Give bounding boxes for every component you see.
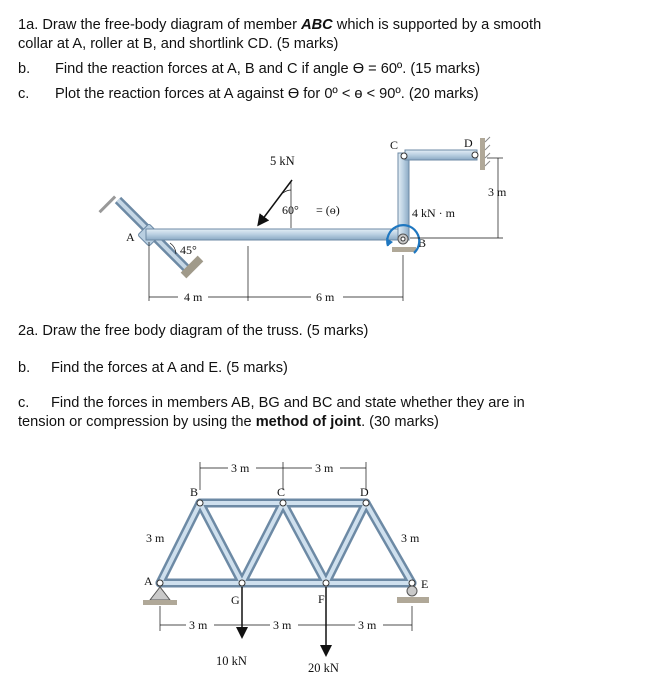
q1b-text: Find the reaction forces at A, B and C if angle ϴ = 60º. (15 marks): [55, 61, 481, 77]
fig2-top-dim-1: 3 m: [231, 461, 250, 475]
q1b-label: b.: [18, 61, 31, 77]
fig1-label-C: C: [390, 138, 399, 152]
fig2-bot-dim-3: 3 m: [358, 618, 377, 632]
q2b-text: Find the forces at A and E. (5 marks): [51, 360, 288, 376]
fig1-angle-60: 60°: [282, 203, 299, 217]
fig2-right-dim: 3 m: [401, 531, 420, 545]
fig1-label-A: A: [126, 230, 135, 244]
fig2-label-F: F: [318, 592, 325, 606]
fig1-label-B: B: [418, 236, 427, 250]
fig2-label-E: E: [421, 577, 429, 591]
fig2-label-C: C: [277, 485, 286, 499]
fig2-label-D: D: [360, 485, 369, 499]
q2c-label: c.: [18, 395, 30, 411]
fig2-label-B: B: [190, 485, 199, 499]
fig1-angle-45: 45°: [180, 243, 197, 257]
q1a-line1: 1a. Draw the free-body diagram of member ABC which is supported by a smooth: [18, 17, 542, 33]
fig2-top-dim-2: 3 m: [315, 461, 334, 475]
fig2-label-G: G: [231, 593, 240, 607]
fig1-dim-4m: 4 m: [184, 290, 203, 304]
fig2-left-dim: 3 m: [146, 531, 165, 545]
fig1-moment: 4 kN · m: [412, 206, 455, 220]
q2c-line1: Find the forces in members AB, BG and BC and state whether they are in: [51, 395, 525, 411]
pin-support-A: [150, 587, 170, 600]
fig1-dim-3m: 3 m: [488, 185, 507, 199]
q2a-text: 2a. Draw the free body diagram of the truss. (5 marks): [18, 323, 369, 339]
fig2-bot-dim-1: 3 m: [189, 618, 208, 632]
q1c-text: Plot the reaction forces at A against ϴ for 0º < ɵ < 90º. (20 marks): [55, 86, 479, 102]
roller-support-E: [407, 586, 417, 596]
fig2-label-A: A: [144, 574, 153, 588]
fig2-load-F: 20 kN: [308, 661, 339, 675]
fig2-bot-dim-2: 3 m: [273, 618, 292, 632]
fig1-load: 5 kN: [270, 154, 295, 168]
q2b-label: b.: [18, 360, 31, 376]
q2c-line2: tension or compression by using the method of joint. (30 marks): [18, 414, 439, 430]
fig1-dim-6m: 6 m: [316, 290, 335, 304]
q1a-line2: collar at A, roller at B, and shortlink CD. (5 marks): [18, 36, 339, 52]
fig1-label-D: D: [464, 136, 473, 150]
q1c-label: c.: [18, 86, 30, 102]
fig1-theta: = (ɵ): [316, 203, 340, 217]
fig2-load-G: 10 kN: [216, 654, 247, 668]
